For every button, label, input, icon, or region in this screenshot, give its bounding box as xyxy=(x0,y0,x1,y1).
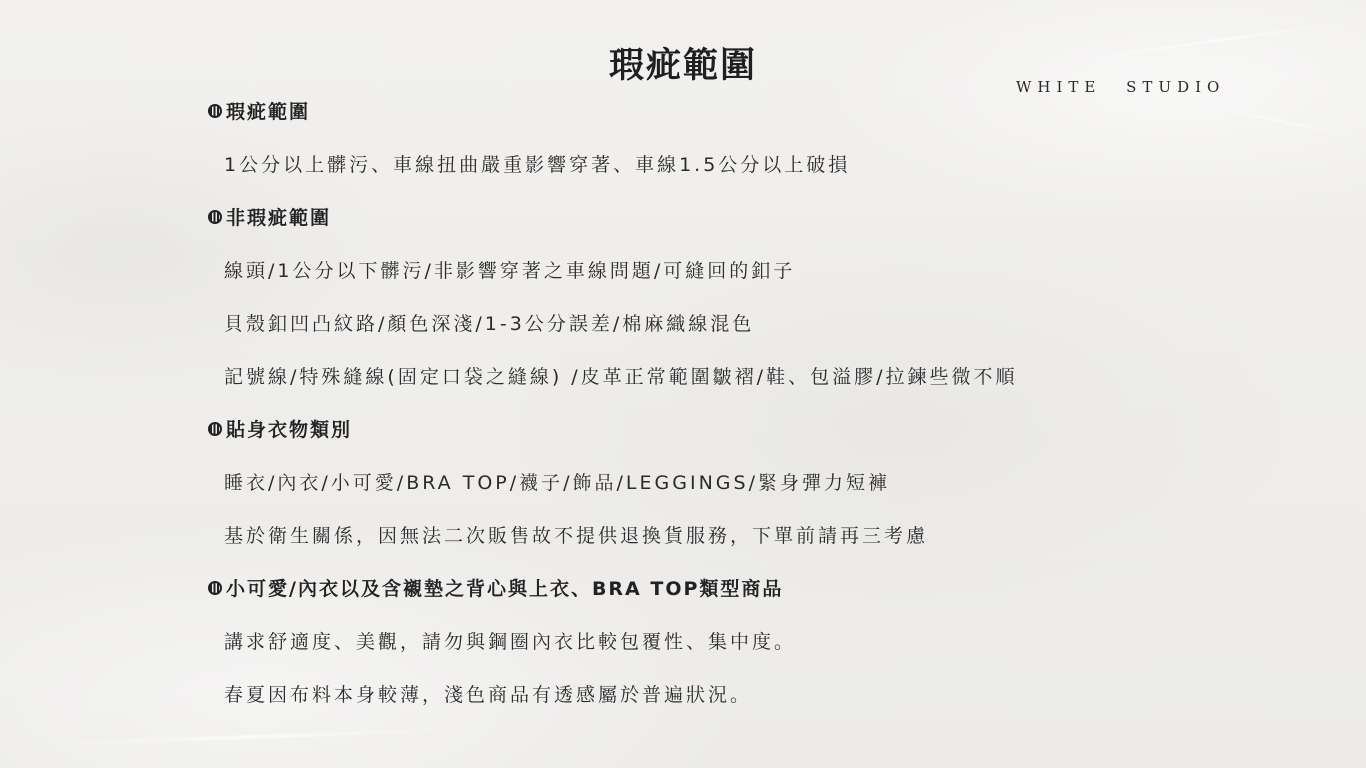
page-title: 瑕疵範圍 xyxy=(608,46,757,86)
bullet-icon xyxy=(208,210,222,224)
section-heading-text: 貼身衣物類別 xyxy=(226,419,353,441)
intimates-line: 基於衛生關係，因無法二次販售故不提供退換貨服務，下單前請再三考慮 xyxy=(224,525,929,547)
bullet-icon xyxy=(208,581,222,595)
brand-name: WHITE STUDIO xyxy=(1016,78,1226,96)
bra-tops-line: 講求舒適度、美觀，請勿與鋼圈內衣比較包覆性、集中度。 xyxy=(224,631,797,653)
section-heading-bra-tops xyxy=(208,574,783,601)
section-heading-text: 非瑕疵範圍 xyxy=(226,207,332,229)
bullet-icon xyxy=(208,422,222,436)
defect-range-line: 1公分以上髒污、車線扭曲嚴重影響穿著、車線1.5公分以上破損 xyxy=(224,154,851,176)
section-heading-intimates xyxy=(208,415,352,442)
non-defect-line: 貝殼釦凹凸紋路/顏色深淺/1-3公分誤差/棉麻織線混色 xyxy=(224,313,755,335)
section-heading-text: 小可愛/內衣以及含襯墊之背心與上衣、BRA TOP類型商品 xyxy=(226,578,784,600)
bullet-icon xyxy=(208,104,222,118)
non-defect-line: 記號線/特殊縫線(固定口袋之縫線) /皮革正常範圍皺褶/鞋、包溢膠/拉鍊些微不順 xyxy=(224,366,1018,388)
non-defect-line: 線頭/1公分以下髒污/非影響穿著之車線問題/可縫回的釦子 xyxy=(224,260,796,282)
intimates-line: 睡衣/內衣/小可愛/BRA TOP/襪子/飾品/LEGGINGS/緊身彈力短褲 xyxy=(224,472,890,494)
section-heading-text: 瑕疵範圍 xyxy=(226,101,311,123)
section-heading-non-defect-range xyxy=(208,203,331,230)
bra-tops-line: 春夏因布料本身較薄，淺色商品有透感屬於普遍狀況。 xyxy=(224,684,753,706)
section-heading-defect-range xyxy=(208,97,310,124)
